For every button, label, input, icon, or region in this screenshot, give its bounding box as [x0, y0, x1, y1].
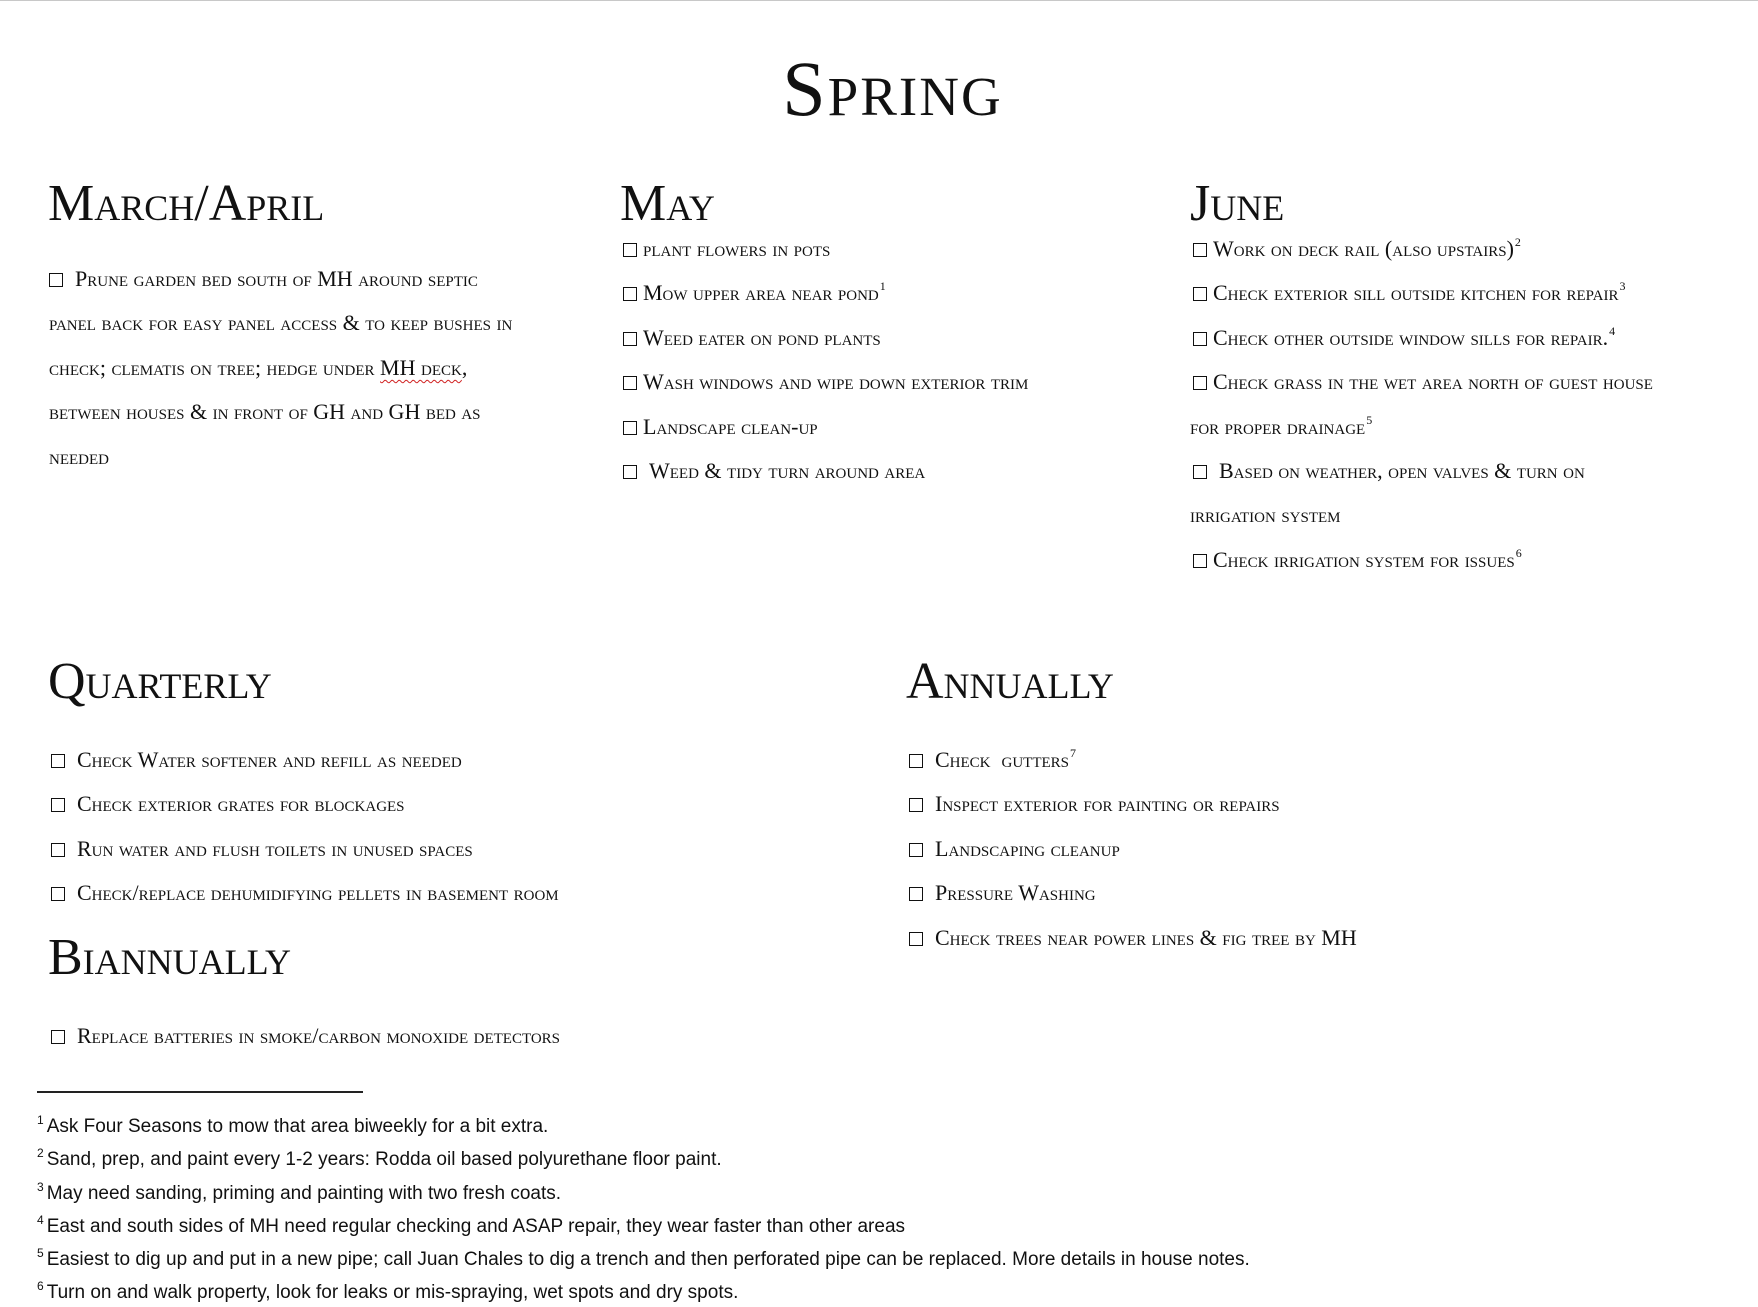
list-item: Weed eater on pond plants	[623, 316, 1028, 360]
list-item-continuation: panel back for easy panel access & to keep bushes in	[49, 310, 513, 336]
list-item: Based on weather, open valves & turn on	[1193, 449, 1653, 493]
checkbox[interactable]	[623, 376, 637, 390]
list-item: Inspect exterior for painting or repairs	[909, 782, 1357, 826]
list-item: Check exterior sill outside kitchen for repair$^3$	[1193, 271, 1653, 315]
heading-may: May	[620, 175, 715, 232]
checkbox[interactable]	[909, 843, 923, 857]
checkbox[interactable]	[1193, 465, 1207, 479]
list-item: Run water and flush toilets in unused spaces	[51, 827, 559, 871]
heading-march-april: March/April	[48, 175, 325, 232]
checkbox[interactable]	[623, 332, 637, 346]
spellcheck-flagged-word: MH deck	[380, 354, 462, 380]
checkbox[interactable]	[51, 798, 65, 812]
list-item: plant flowers in pots	[623, 227, 1028, 271]
checkbox[interactable]	[909, 887, 923, 901]
heading-quarterly: Quarterly	[48, 653, 272, 710]
list-item-continuation: irrigation system	[1190, 502, 1341, 528]
list-item: Check irrigation system for issues$^6$	[1193, 538, 1653, 582]
footnote-ref: 6	[1515, 545, 1522, 560]
heading-biannually: Biannually	[48, 929, 292, 986]
checkbox[interactable]	[1193, 376, 1207, 390]
checkbox[interactable]	[1193, 332, 1207, 346]
list-annually	[909, 738, 1357, 960]
footnote: $^3$ May need sanding, priming and painting with two fresh coats.	[37, 1179, 562, 1204]
checkbox[interactable]	[1193, 287, 1207, 301]
checkbox[interactable]	[1193, 554, 1207, 568]
footnote-ref: 1	[879, 279, 886, 294]
checkbox[interactable]	[49, 273, 63, 287]
heading-annually: Annually	[906, 653, 1114, 710]
list-item: Landscape clean-up	[623, 405, 1028, 449]
list-item-continuation: for proper drainage$^5$	[1190, 412, 1373, 439]
checkbox[interactable]	[51, 843, 65, 857]
footnote-ref: 4	[1609, 323, 1616, 338]
list-item: Prune garden bed south of MH around septic	[49, 257, 512, 301]
list-may	[623, 227, 1028, 493]
list-item: Pressure Washing	[909, 871, 1357, 915]
checkbox[interactable]	[51, 754, 65, 768]
list-item: Check gutters$^7$	[909, 738, 1357, 782]
list-item-continuation: check; clematis on tree; hedge under MH deck,	[49, 354, 468, 380]
list-item: Check/replace dehumidifying pellets in basement room	[51, 871, 559, 915]
footnote: $^6$ Turn on and walk property, look for leaks or mis-spraying, wet spots and dry spots.	[37, 1279, 739, 1304]
checkbox[interactable]	[909, 932, 923, 946]
heading-june: June	[1190, 175, 1285, 232]
checkbox[interactable]	[623, 421, 637, 435]
footnote-ref: 3	[1619, 279, 1626, 294]
footnote: $^5$ Easiest to dig up and put in a new pipe; call Juan Chales to dig a trench and then perforated pipe can be replaced. More details in house notes.	[37, 1246, 1250, 1271]
checkbox[interactable]	[51, 887, 65, 901]
footnote: $^2$ Sand, prep, and paint every 1-2 years: Rodda oil based polyurethane floor paint.	[37, 1146, 722, 1171]
list-item: Landscaping cleanup	[909, 827, 1357, 871]
list-june	[1190, 227, 1653, 582]
checkbox[interactable]	[623, 287, 637, 301]
list-item-continuation: needed	[49, 443, 109, 469]
list-item: Check grass in the wet area north of guest house	[1193, 360, 1653, 404]
checkbox[interactable]	[51, 1030, 65, 1044]
footnote: $^1$ Ask Four Seasons to mow that area biweekly for a bit extra.	[37, 1113, 549, 1137]
checkbox[interactable]	[1193, 243, 1207, 257]
list-item: Check other outside window sills for repair.$^4$	[1193, 316, 1653, 360]
top-rule	[0, 0, 1758, 1]
list-quarterly	[51, 738, 559, 916]
list-item: Check trees near power lines & fig tree by MH	[909, 916, 1357, 960]
checkbox[interactable]	[623, 243, 637, 257]
footnote-ref: 7	[1070, 746, 1077, 760]
list-march-april	[49, 257, 512, 479]
list-item: Check exterior grates for blockages	[51, 782, 559, 826]
checkbox[interactable]	[623, 465, 637, 479]
page-title: Spring	[782, 45, 1003, 132]
list-item: Work on deck rail (also upstairs)$^2$	[1193, 227, 1653, 271]
checkbox[interactable]	[909, 798, 923, 812]
list-item-continuation: between houses & in front of GH and GH bed as	[49, 399, 481, 425]
list-item: Wash windows and wipe down exterior trim	[623, 360, 1028, 404]
list-item: Check Water softener and refill as needed	[51, 738, 559, 782]
list-item: Mow upper area near pond$^1$	[623, 271, 1028, 315]
list-item: Replace batteries in smoke/carbon monoxide detectors	[51, 1014, 560, 1058]
checkbox[interactable]	[909, 754, 923, 768]
footnote-separator	[37, 1091, 363, 1093]
footnote: $^4$ East and south sides of MH need regular checking and ASAP repair, they wear faster than other areas	[37, 1212, 906, 1237]
list-item: Weed & tidy turn around area	[623, 449, 1028, 493]
footnote-ref: 2	[1514, 235, 1521, 249]
list-biannually	[51, 1014, 560, 1058]
footnote-ref: 5	[1366, 412, 1373, 427]
footnotes	[37, 1107, 1250, 1307]
